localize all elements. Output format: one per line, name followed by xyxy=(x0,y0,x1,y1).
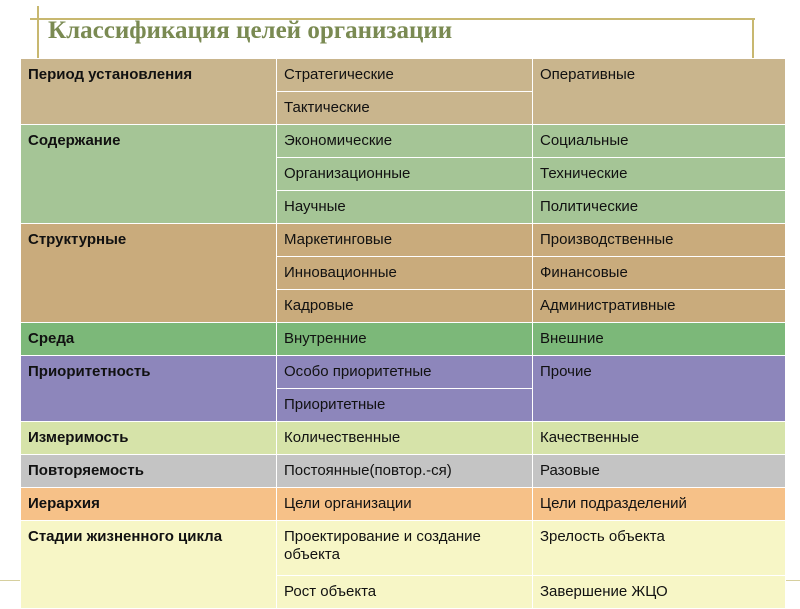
table-cell: Разовые xyxy=(533,455,786,488)
table-cell: Приоритетные xyxy=(277,389,533,422)
table-cell: Рост объекта xyxy=(277,576,533,609)
table-cell: Технические xyxy=(533,158,786,191)
table-cell: Цели организации xyxy=(277,488,533,521)
page-title: Классификация целей организации xyxy=(48,17,453,44)
table-cell: Экономические xyxy=(277,125,533,158)
category-cell-repeatability: Повторяемость xyxy=(21,455,277,488)
table-cell: Производственные xyxy=(533,224,786,257)
table-cell: Цели подразделений xyxy=(533,488,786,521)
table-cell: Политические xyxy=(533,191,786,224)
category-cell-priority: Приоритетность xyxy=(21,356,277,422)
table-cell: Тактические xyxy=(277,92,533,125)
table-cell: Прочие xyxy=(533,356,786,422)
table-cell: Постоянные(повтор.-ся) xyxy=(277,455,533,488)
table-row xyxy=(21,521,786,576)
table-cell: Маркетинговые xyxy=(277,224,533,257)
table-cell: Внешние xyxy=(533,323,786,356)
table-row xyxy=(21,422,786,455)
category-cell-structural: Структурные xyxy=(21,224,277,323)
table-cell: Проектирование и создание объекта xyxy=(277,521,533,576)
table-cell: Организационные xyxy=(277,158,533,191)
table-row xyxy=(21,224,786,257)
table-cell: Инновационные xyxy=(277,257,533,290)
table-row xyxy=(21,59,786,92)
table-cell: Завершение ЖЦО xyxy=(533,576,786,609)
table-row xyxy=(21,323,786,356)
table-row xyxy=(21,455,786,488)
goals-classification-table xyxy=(20,58,786,609)
category-cell-lifecycle: Стадии жизненного цикла xyxy=(21,521,277,609)
table-cell: Кадровые xyxy=(277,290,533,323)
table-cell: Социальные xyxy=(533,125,786,158)
category-cell-period: Период установления xyxy=(21,59,277,125)
table-row xyxy=(21,356,786,389)
table-row xyxy=(21,125,786,158)
title-accent-vertical-line xyxy=(37,6,39,66)
table-cell: Стратегические xyxy=(277,59,533,92)
category-cell-measurability: Измеримость xyxy=(21,422,277,455)
table-cell: Количественные xyxy=(277,422,533,455)
table-cell: Качественные xyxy=(533,422,786,455)
category-cell-environment: Среда xyxy=(21,323,277,356)
table-cell: Научные xyxy=(277,191,533,224)
category-cell-hierarchy: Иерархия xyxy=(21,488,277,521)
table-cell: Оперативные xyxy=(533,59,786,125)
table-cell: Внутренние xyxy=(277,323,533,356)
table-row xyxy=(21,488,786,521)
table-cell: Зрелость объекта xyxy=(533,521,786,576)
table-cell: Административные xyxy=(533,290,786,323)
table-cell: Финансовые xyxy=(533,257,786,290)
table-cell: Особо приоритетные xyxy=(277,356,533,389)
category-cell-content: Содержание xyxy=(21,125,277,224)
